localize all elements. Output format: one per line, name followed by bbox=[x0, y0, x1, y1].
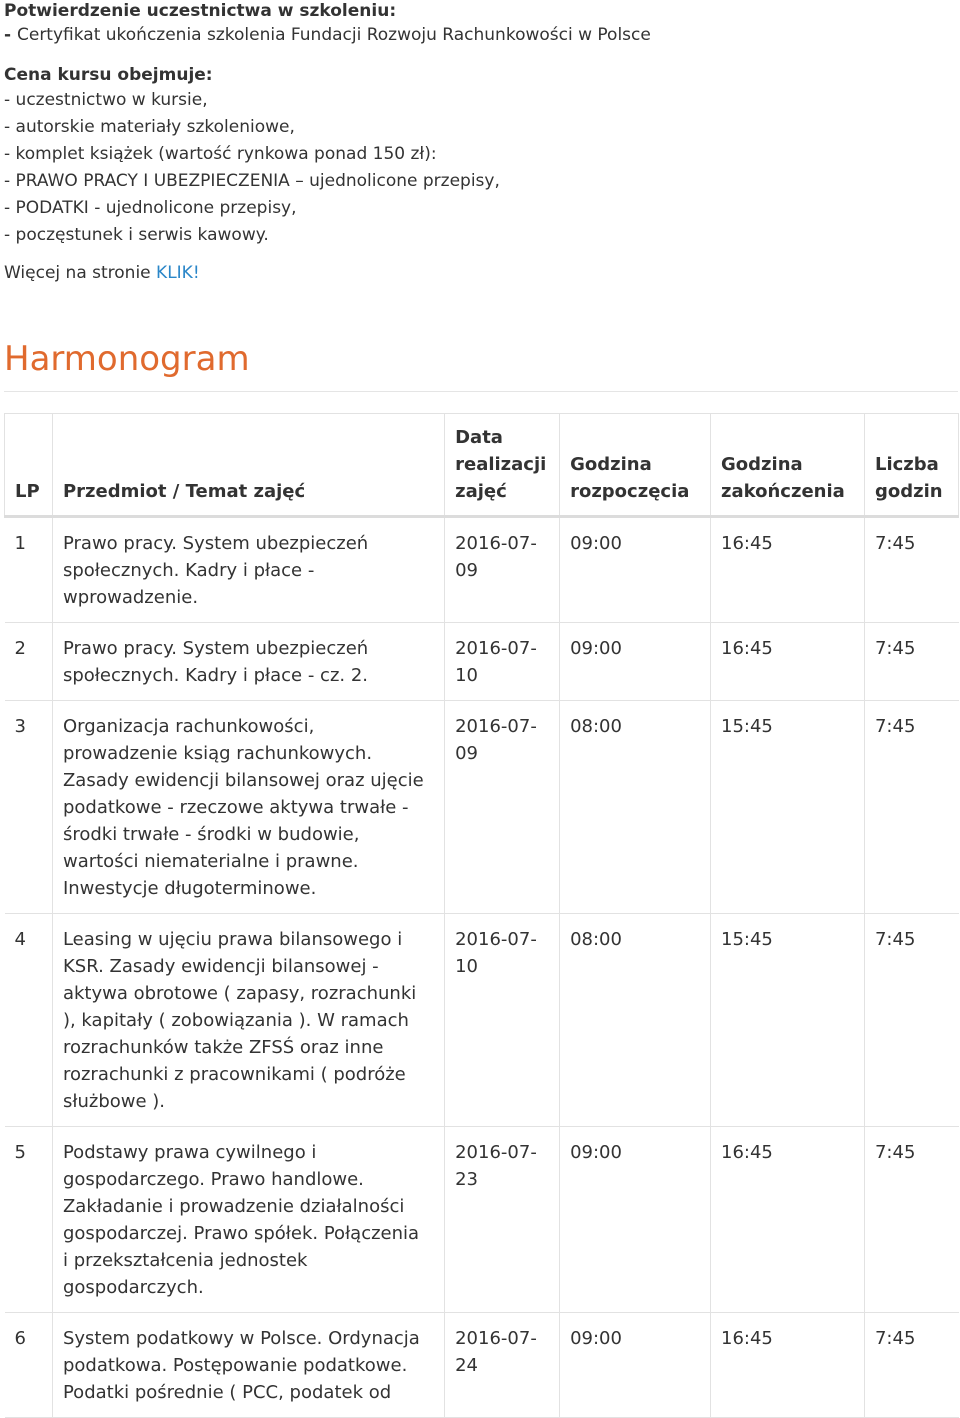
price-item: - PODATKI - ujednolicone przepisy, bbox=[4, 198, 297, 218]
header-date: Data realizacji zajęć bbox=[445, 414, 560, 517]
cell-date-line: 09 bbox=[455, 743, 479, 764]
cell-subject-line: KSR. Zasady ewidencji bilansowej - bbox=[62, 956, 379, 977]
cell-subject bbox=[52, 517, 444, 623]
cell-start: 09:00 bbox=[560, 1313, 711, 1418]
cell-lp: 6 bbox=[5, 1313, 53, 1418]
cell-subject-line: Organizacja rachunkowości, bbox=[62, 716, 315, 737]
cell-subject-line: społecznych. Kadry i płace - cz. 2. bbox=[62, 665, 369, 686]
cell-date-line: 24 bbox=[455, 1355, 479, 1376]
cell-date-line: 10 bbox=[455, 956, 479, 977]
cell-end: 15:45 bbox=[711, 701, 865, 914]
cell-date bbox=[445, 517, 560, 623]
header-end: Godzina zakończenia bbox=[711, 414, 865, 517]
price-item: - uczestnictwo w kursie, bbox=[4, 90, 208, 110]
cell-subject-line: gospodarczych. bbox=[62, 1277, 204, 1298]
cell-subject-line: ), kapitały ( zobowiązania ). W ramach bbox=[62, 1010, 409, 1031]
cell-date bbox=[445, 623, 560, 701]
cell-date-line: 2016-07- bbox=[455, 716, 537, 737]
cell-subject-line: Podstawy prawa cywilnego i bbox=[62, 1142, 317, 1163]
cell-end: 16:45 bbox=[711, 1127, 865, 1313]
cell-date-line: 10 bbox=[455, 665, 479, 686]
cell-subject-line: rozrachunków także ZFSŚ oraz inne bbox=[62, 1037, 384, 1058]
cell-lp: 5 bbox=[5, 1127, 53, 1313]
header-start: Godzina rozpoczęcia bbox=[560, 414, 711, 517]
certificate-title: Potwierdzenie uczestnictwa w szkoleniu: bbox=[4, 1, 397, 21]
cell-subject-line: Podatki pośrednie ( PCC, podatek od bbox=[62, 1382, 392, 1403]
cell-hours: 7:45 bbox=[864, 517, 958, 623]
price-item: - komplet książek (wartość rynkowa ponad 150 zł): bbox=[4, 144, 437, 164]
cell-start: 08:00 bbox=[560, 914, 711, 1127]
certificate-line: - Certyfikat ukończenia szkolenia Fundacji Rozwoju Rachunkowości w Polsce bbox=[4, 25, 651, 45]
cell-subject-line: Leasing w ujęciu prawa bilansowego i bbox=[62, 929, 403, 950]
cell-subject-line: Inwestycje długoterminowe. bbox=[62, 878, 317, 899]
cell-hours: 7:45 bbox=[864, 701, 958, 914]
cell-end: 16:45 bbox=[711, 1313, 865, 1418]
cell-subject bbox=[52, 701, 444, 914]
cell-subject bbox=[52, 623, 444, 701]
cell-subject-line: gospodarczej. Prawo spółek. Połączenia bbox=[62, 1223, 420, 1244]
cell-subject-line: wartości niematerialne i prawne. bbox=[62, 851, 359, 872]
schedule-title: Harmonogram bbox=[4, 339, 958, 392]
cell-subject-line: społecznych. Kadry i płace - bbox=[62, 560, 315, 581]
header-hours: Liczba godzin bbox=[864, 414, 958, 517]
cell-date bbox=[445, 1313, 560, 1418]
cell-lp: 1 bbox=[5, 517, 53, 623]
cell-lp: 4 bbox=[5, 914, 53, 1127]
table-row bbox=[5, 1313, 959, 1418]
table-header-row bbox=[5, 414, 959, 517]
schedule-table bbox=[4, 413, 959, 1418]
cell-subject-line: podatkowe - rzeczowe aktywa trwałe - bbox=[62, 797, 409, 818]
cell-date-line: 2016-07- bbox=[455, 533, 537, 554]
header-subject: Przedmiot / Temat zajęć bbox=[52, 414, 444, 517]
table-row bbox=[5, 1127, 959, 1313]
cell-date-line: 2016-07- bbox=[455, 1142, 537, 1163]
cell-hours: 7:45 bbox=[864, 1127, 958, 1313]
cell-hours: 7:45 bbox=[864, 914, 958, 1127]
cell-start: 09:00 bbox=[560, 1127, 711, 1313]
more-info bbox=[4, 260, 958, 287]
cell-hours: 7:45 bbox=[864, 623, 958, 701]
cell-subject-line: wprowadzenie. bbox=[62, 587, 199, 608]
cell-lp: 2 bbox=[5, 623, 53, 701]
cell-subject-line: System podatkowy w Polsce. Ordynacja bbox=[62, 1328, 420, 1349]
cell-start: 08:00 bbox=[560, 701, 711, 914]
cell-subject-line: Zakładanie i prowadzenie działalności bbox=[62, 1196, 405, 1217]
cell-date-line: 2016-07- bbox=[455, 929, 537, 950]
cell-date bbox=[445, 1127, 560, 1313]
cell-subject-line: rozrachunki z pracownikami ( podróże bbox=[62, 1064, 406, 1085]
table-row bbox=[5, 623, 959, 701]
cell-date bbox=[445, 914, 560, 1127]
price-title: Cena kursu obejmuje: bbox=[4, 65, 213, 85]
table-row bbox=[5, 517, 959, 623]
cell-lp: 3 bbox=[5, 701, 53, 914]
cell-subject-line: i przekształcenia jednostek bbox=[62, 1250, 308, 1271]
cell-end: 16:45 bbox=[711, 517, 865, 623]
cell-date-line: 2016-07- bbox=[455, 638, 537, 659]
cell-end: 15:45 bbox=[711, 914, 865, 1127]
table-row bbox=[5, 914, 959, 1127]
cell-subject-line: służbowe ). bbox=[62, 1091, 166, 1112]
cell-subject-line: gospodarczego. Prawo handlowe. bbox=[62, 1169, 364, 1190]
price-item: - PRAWO PRACY I UBEZPIECZENIA – ujednolicone przepisy, bbox=[4, 171, 500, 191]
cell-subject-line: Zasady ewidencji bilansowej oraz ujęcie bbox=[62, 770, 424, 791]
price-list bbox=[4, 87, 958, 249]
cell-date-line: 2016-07- bbox=[455, 1328, 537, 1349]
cell-start: 09:00 bbox=[560, 623, 711, 701]
cell-start: 09:00 bbox=[560, 517, 711, 623]
cell-subject-line: podatkowa. Postępowanie podatkowe. bbox=[62, 1355, 408, 1376]
cell-hours: 7:45 bbox=[864, 1313, 958, 1418]
cell-subject bbox=[52, 914, 444, 1127]
cell-subject-line: prowadzenie ksiąg rachunkowych. bbox=[62, 743, 373, 764]
cell-subject bbox=[52, 1313, 444, 1418]
cell-end: 16:45 bbox=[711, 623, 865, 701]
cell-subject-line: aktywa obrotowe ( zapasy, rozrachunki bbox=[62, 983, 417, 1004]
price-item: - poczęstunek i serwis kawowy. bbox=[4, 225, 269, 245]
header-lp: LP bbox=[5, 414, 53, 517]
cell-date-line: 23 bbox=[455, 1169, 479, 1190]
cell-date bbox=[445, 701, 560, 914]
cell-date-line: 09 bbox=[455, 560, 479, 581]
schedule-body bbox=[5, 517, 959, 1418]
more-text: Więcej na stronie bbox=[4, 263, 157, 283]
cell-subject bbox=[52, 1127, 444, 1313]
more-link[interactable]: KLIK! bbox=[156, 263, 200, 283]
table-row bbox=[5, 701, 959, 914]
certificate-text: Certyfikat ukończenia szkolenia Fundacji Rozwoju Rachunkowości w Polsce bbox=[16, 25, 651, 45]
price-item: - autorskie materiały szkoleniowe, bbox=[4, 117, 295, 137]
cell-subject-line: Prawo pracy. System ubezpieczeń bbox=[62, 638, 369, 659]
cell-subject-line: środki trwałe - środki w budowie, bbox=[62, 824, 360, 845]
cell-subject-line: Prawo pracy. System ubezpieczeń bbox=[62, 533, 369, 554]
